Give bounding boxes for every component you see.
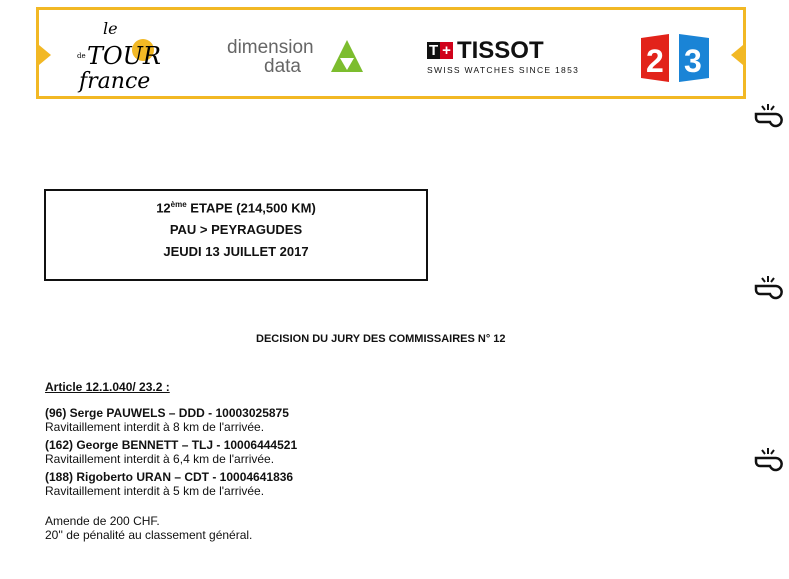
article-heading: Article 12.1.040/ 23.2 : (45, 380, 170, 394)
tissot-logo: T + TISSOT SWISS WATCHES SINCE 1853 (427, 37, 580, 75)
rider-entry (45, 406, 297, 434)
infraction-text: Ravitaillement interdit à 5 km de l'arrivée. (45, 484, 265, 498)
banner-arrow-right (731, 45, 743, 65)
svg-text:le: le (103, 19, 118, 38)
svg-text:2: 2 (646, 43, 664, 79)
rider-line: (96) Serge PAUWELS – DDD - 10003025875 (45, 406, 289, 420)
france-television-logo (641, 34, 711, 82)
whistle-icon (752, 444, 784, 476)
stage-title: 12ème ETAPE (214,500 KM) (156, 200, 316, 216)
whistle-icon (752, 272, 784, 304)
infraction-text: Ravitaillement interdit à 8 km de l'arrivée. (45, 420, 265, 434)
stage-date: JEUDI 13 JUILLET 2017 (163, 244, 309, 260)
rider-entry (45, 470, 297, 498)
dimension-data-logo: dimension data (227, 38, 314, 76)
triangle-icon (329, 38, 365, 74)
rider-line: (162) George BENNETT – TLJ - 10006444521 (45, 438, 298, 452)
fine-text: Amende de 200 CHF. (45, 514, 160, 528)
svg-text:france: france (79, 69, 151, 94)
time-penalty-text: 20'' de pénalité au classement général. (45, 528, 253, 542)
svg-text:3: 3 (684, 43, 702, 79)
decision-heading: DECISION DU JURY DES COMMISSAIRES N° 12 (256, 333, 506, 345)
decision-body (45, 380, 297, 542)
infraction-text: Ravitaillement interdit à 6,4 km de l'arrivée. (45, 452, 275, 466)
svg-text:TOUR: TOUR (87, 42, 161, 70)
rider-line: (188) Rigoberto URAN – CDT - 10004641836 (45, 470, 294, 484)
sponsor-banner (36, 7, 746, 99)
stage-info-box (44, 189, 428, 281)
whistle-icon (752, 100, 784, 132)
svg-text:de: de (77, 52, 86, 60)
banner-arrow-left (39, 45, 51, 65)
tour-de-france-logo (73, 18, 163, 94)
rider-entry (45, 438, 297, 466)
stage-route: PAU > PEYRAGUDES (169, 222, 303, 238)
